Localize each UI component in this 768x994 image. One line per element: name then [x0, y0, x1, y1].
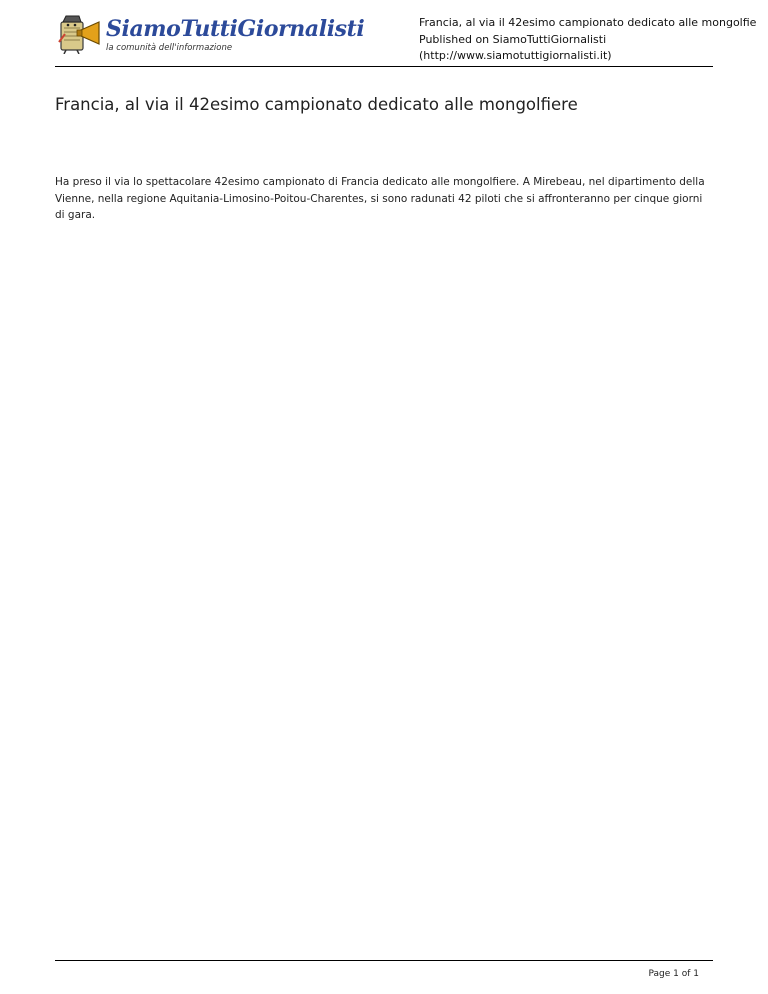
- article-title: Francia, al via il 42esimo campionato dedicato alle mongolfiere: [55, 95, 578, 114]
- header-url[interactable]: (http://www.siamotuttigiornalisti.it): [419, 49, 612, 62]
- article-body: Ha preso il via lo spettacolare 42esimo campionato di Francia dedicato alle mongolfiere. A Mirebeau, nel dipartimento della Vienne, nella regione Aquitania-Limosino-Poitou-Charentes, si sono radunati 42 piloti che si affronteranno per cinque giorni di gara.: [55, 176, 705, 221]
- megaphone-mascot-icon: [55, 12, 105, 54]
- page-number: Page 1 of 1: [648, 969, 699, 979]
- header-published-on: Published on SiamoTuttiGiornalisti: [419, 32, 607, 46]
- header-meta: [419, 15, 756, 65]
- page-header: [55, 12, 757, 66]
- site-logo[interactable]: [55, 12, 395, 56]
- logo-tagline: la comunità dell'informazione: [106, 43, 233, 53]
- header-article-title: Francia, al via il 42esimo campionato dedicato alle mongolfie: [419, 16, 757, 29]
- footer-divider: [55, 960, 713, 961]
- logo-wordmark: SiamoTuttiGiornalisti: [106, 16, 365, 42]
- header-divider: [55, 66, 713, 67]
